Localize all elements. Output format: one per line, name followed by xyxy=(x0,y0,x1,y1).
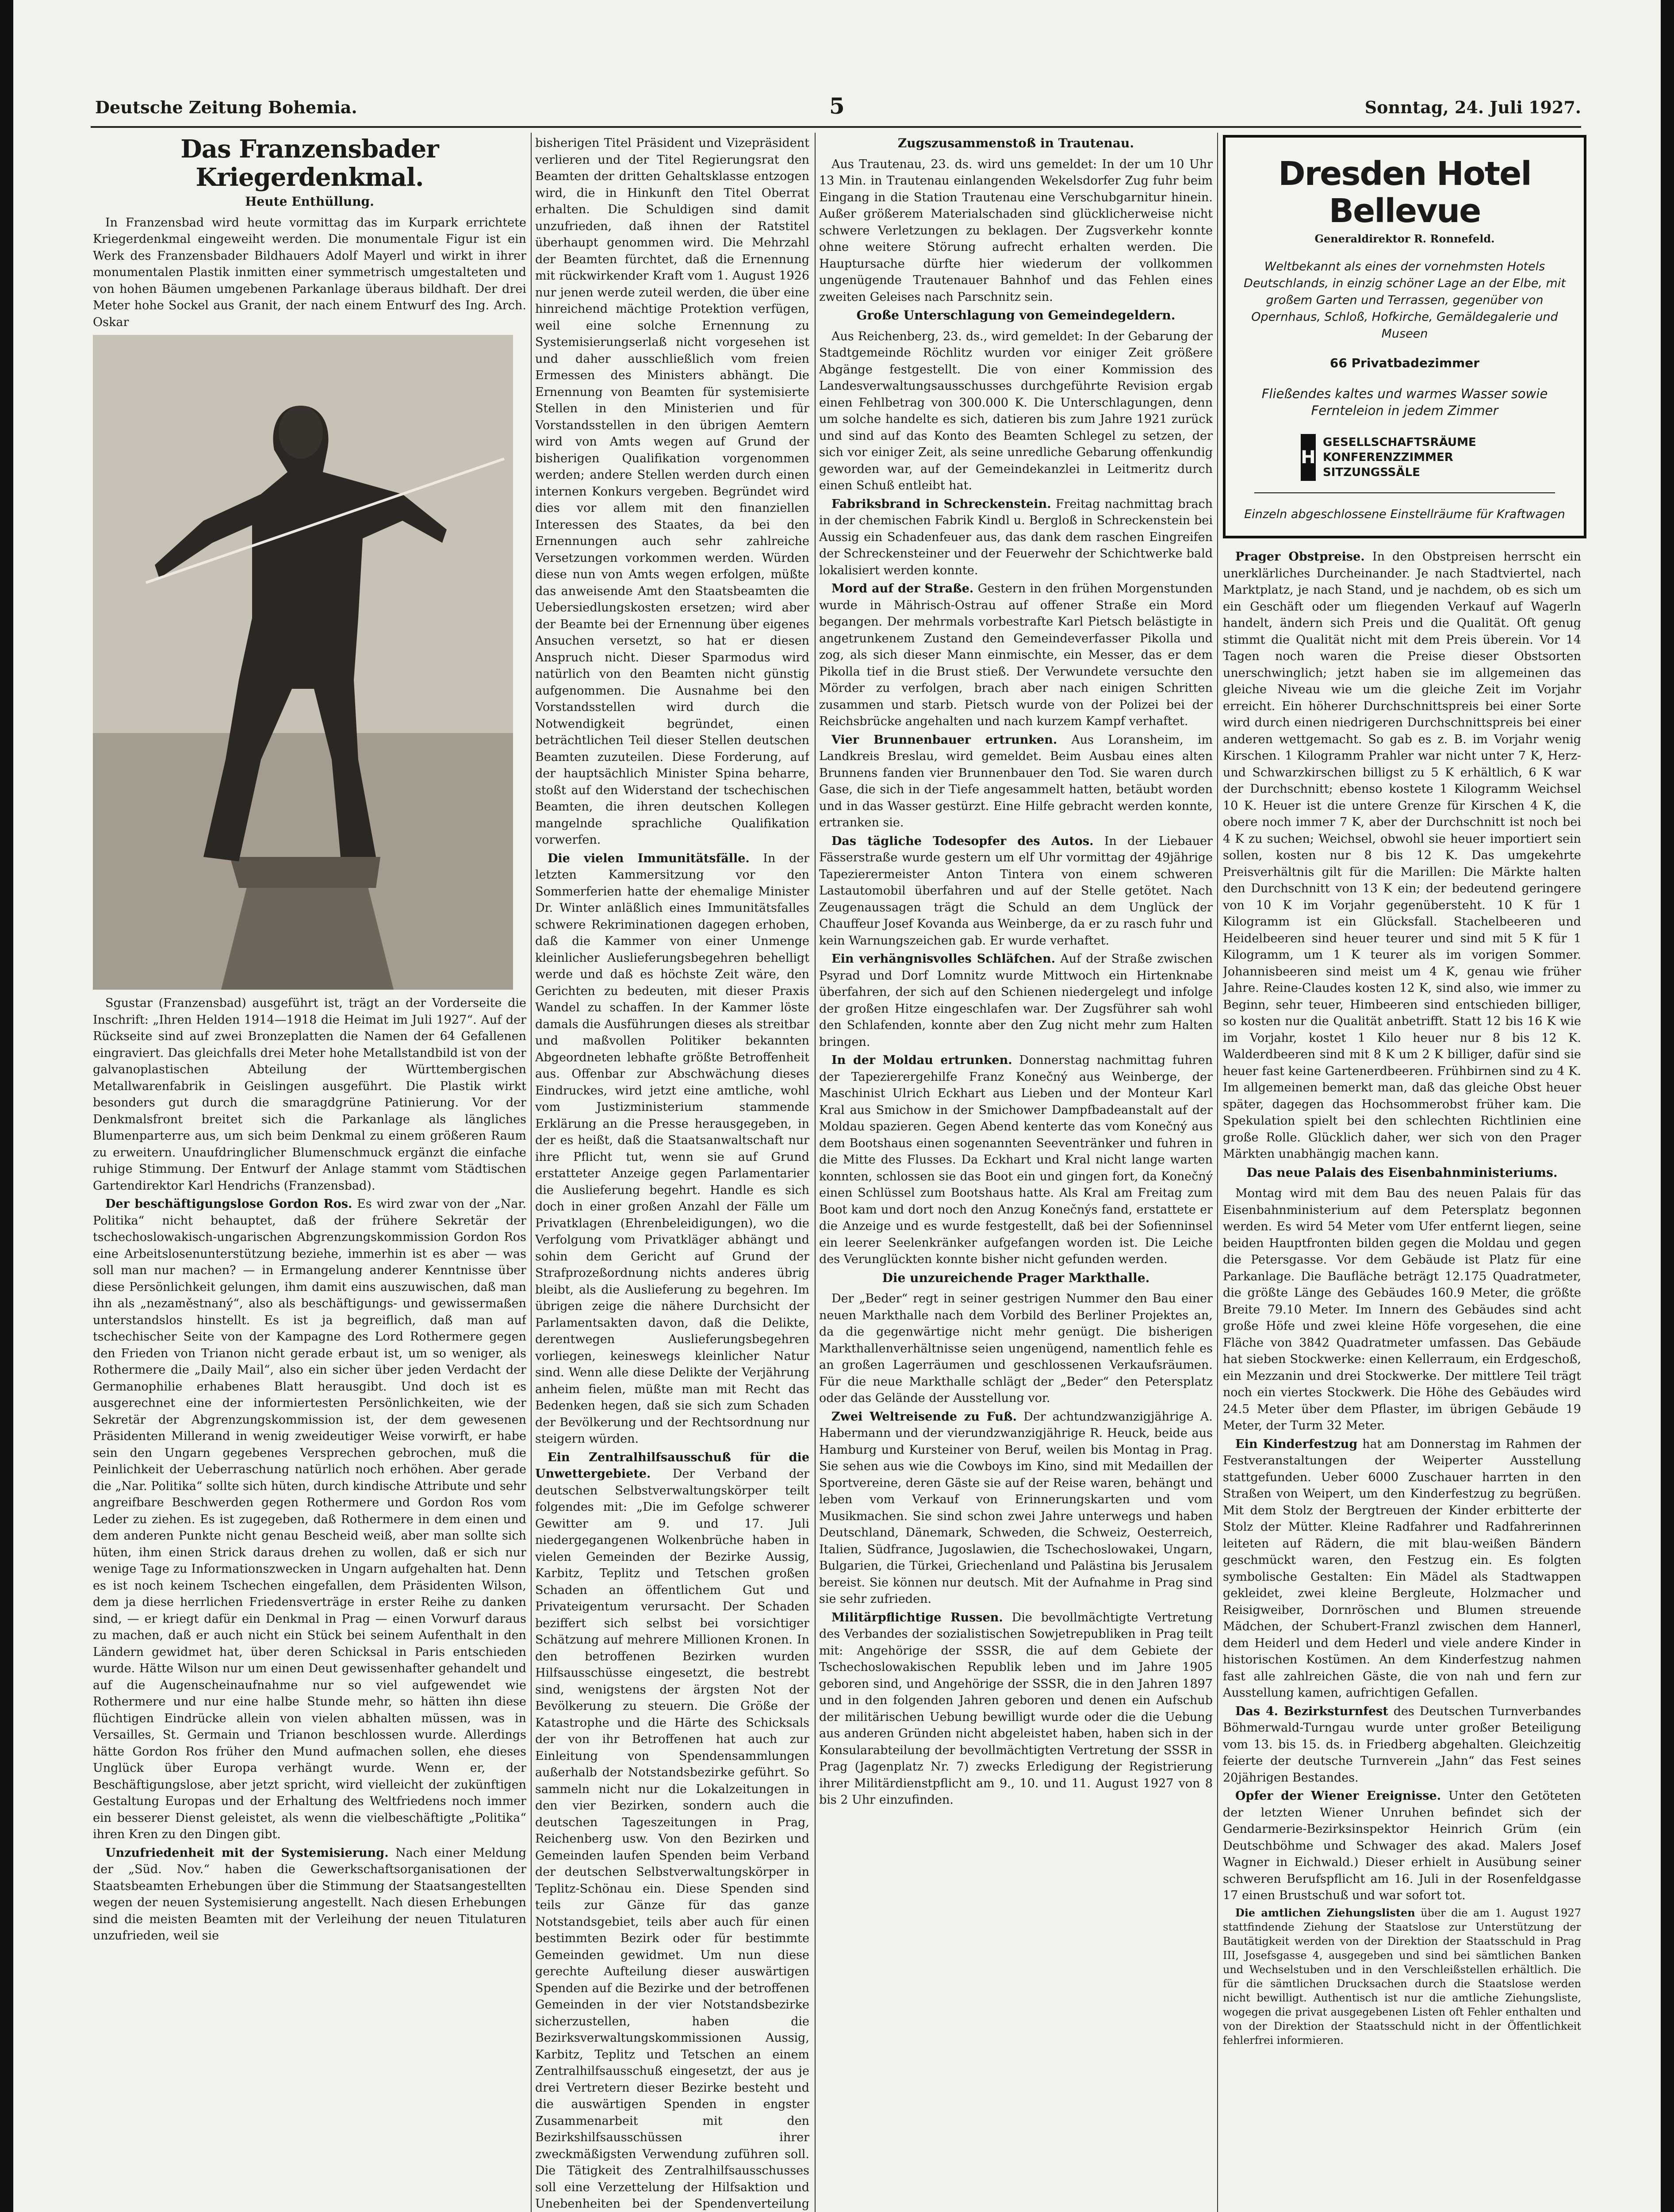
rooms-line: KONFERENZZIMMER xyxy=(1323,451,1453,464)
schlaefchen-text: Auf der Straße zwischen Psyrad und Dorf Lomnitz wurde Mittwoch ein Hirtenknabe überfahren, der sich auf den Schienen niedergelegt und infolge der großen Hitze eingeschlafen war. Der Zugsführer sah wohl den Schlafenden, konnte aber den Zug nicht mehr zum Halten bringen. xyxy=(819,952,1213,1049)
column-3 xyxy=(819,135,1213,2212)
article-subtitle: Heute Enthüllung. xyxy=(245,194,374,209)
hotel-director: Generaldirektor R. Ronnefeld. xyxy=(1314,232,1495,245)
paper-name: Deutsche Zeitung Bohemia. xyxy=(95,97,357,117)
hotel-rooms-list xyxy=(1301,434,1584,481)
palais-text: Montag wird mit dem Bau des neuen Palais für das Eisenbahnministerium auf dem Petersplatz begonnen werden. Es wird 54 Meter vom Ufer entfernt liegen, seine beiden Hauptfronten bilden gegen die Moldau und gegen die Petersgasse. Vor dem Gebäude ist Platz für eine Parkanlage. Die Baufläche beträgt 12.175 Quadratmeter, die größte Länge des Gebäudes 160.9 Meter, die größte Breite 79.10 Meter. Im Innern des Gebäudes sind acht große Höfe und zwei kleine Höfe vorgesehen, die eine Fläche von 3842 Quadratmeter umfassen. Das Gebäude hat sieben Stockwerke: einen Kellerraum, ein Erdgeschoß, ein Mezzanin und drei Stockwerke. Der mittlere Teil trägt noch ein viertes Stockwerk. Die Höhe des Gebäudes wird 24.5 Meter über dem Pflaster, im übrigen Gebäude 19 Meter, der Turm 32 Meter. xyxy=(1223,1187,1581,1432)
kinderfestzug-heading: Ein Kinderfestzug xyxy=(1235,1437,1358,1451)
systemisierung-continued: bisherigen Titel Präsident und Vizepräsident verlieren und der Titel Regierungsrat den Beamten der dritten Gehaltsklasse entzogen wird, die in Hinkunft den Titel Oberrat erhalten. Die Schuldigen sind damit unzufrieden, daß ihnen der Ratstitel überhaupt genommen wird. Die Mehrzahl der Beamten fürchtet, daß die Ernennung mit rückwirkender Kraft vom 1. August 1926 nur jenen werde zuteil werden, die über eine hinreichend mächtige Protektion verfügen, weil eine solche Ernennung zu Systemisierungserlaß nicht vorgesehen ist und daher ausschließlich vom freien Ermessen des Ministers abhängt. Die Ernennung von Beamten für systemisierte Stellen in den Ministerien und für Vorstandsstellen in den übrigen Aemtern wird von Amts wegen auf Grund der bisherigen Qualifikation vorgenommen werden; andere Stellen werden durch einen internen Konkurs vergeben. Begründet wird dies vor allem mit den finanziellen Interessen des Staates, da bei den Ernennungen auch sehr zahlreiche Versetzungen vorkommen werden. Würden diese nun von Amts wegen erfolgen, müßte das anweisende Amt den Staatsbeamten die Uebersiedlungskosten ersetzen; wird aber der Beamte bei der Ernennung über eigenes Ansuchen versetzt, so hat er diesen Anspruch nicht. Dieser Sparmodus wird natürlich von den Beamten nicht günstig aufgenommen. Die Ausnahme bei den Vorstandsstellen wird durch die Notwendigkeit begründet, einen beträchtlichen Teil dieser Stellen deutschen Beamten zuzuteilen. Diese Forderung, auf der hauptsächlich Minister Spina beharre, stoßt auf den Widerstand der tschechischen Beamten, die ihren deutschen Kollegen mangelnde sprachliche Qualifikation vorwerfen. xyxy=(535,136,809,847)
russen-text: Die bevollmächtigte Vertretung des Verbandes der sozialistischen Sowjetrepubliken in Prag teilt mit: Angehörige der SSSR, die auf dem Gebiete der Tschechoslowakischen Republik leben und im Jahre 1905 geboren sind, und Angehörige der SSSR, die in den Jahren 1897 und in den folgenden Jahren geboren und denen ein Aufschub der militärischen Uebung bewilligt wurde oder die die Uebung aus anderen Gründen nicht abgeleistet haben, haben sich in der Konsularabteilung der bevollmächtigten Vertretung der SSSR in Prag (Jagenplatz Nr. 7) zwecks Erledigung der Registrierung ihrer Militärdienstpflicht am 9., 10. und 11. August 1927 von 8 bis 2 Uhr einzufinden. xyxy=(819,1610,1213,1807)
hotel-advertisement xyxy=(1223,135,1586,538)
statue-figure-image xyxy=(93,335,513,990)
hotel-name: Dresden Hotel Bellevue xyxy=(1278,155,1531,230)
moldau-text: Donnerstag nachmittag fuhren der Tapezierergehilfe Franz Konečný aus Weinberge, der Maschinist Ulrich Eckhart aus Lieben und der Monteur Karl Kral aus Smichow in der Smichower Dampfbadeanstalt auf der Moldau spazieren. Gegen Abend kenterte das vom Konečný aus dem Bootshaus einen sogenannten Seeventränker und fuhren in die Mitte des Flusses. Da Eckhart und Kral nicht lange warten konnten, schlossen sie das Boot ein und gingen fort, da Konečný einen Schlüssel zum Bootshaus hatte. Als Kral am Freitag zum Boot kam und dort noch den Anzug Konečnýs fand, erstattete er die Anzeige und es wurde festgestellt, daß bei der Sofienninsel ein leerer Seelenkränker aufgefangen worden ist. Die Leiche des Verunglückten konnte bisher nicht gefunden werden. xyxy=(819,1053,1213,1266)
systemisierung-heading: Unzufriedenheit mit der Systemisierung. xyxy=(105,1846,389,1860)
hotel-h-icon: H xyxy=(1301,434,1316,481)
weltreisende-heading: Zwei Weltreisende zu Fuß. xyxy=(831,1409,1017,1424)
header-rule xyxy=(91,126,1581,128)
column-4 xyxy=(1223,549,1581,2212)
obstpreise-text: In den Obstpreisen herrscht ein unerklärliches Durcheinander. Je nach Stadtviertel, nach Marktplatz, je nach Stand, und je nachdem, ob es sich um ein Geschäft oder um fliegenden Verkauf auf Wagerln handelt, ändern sich Preis und die Qualität. Oft genug stimmt die Qualität nicht mit dem Preis überein. Vor 14 Tagen noch waren die Preise dieser Obstsorten unerschwinglich; jetzt haben sie im allgemeinen das gleiche Niveau wie um die gleiche Zeit im Vorjahr erreicht. Ein höherer Durchschnittspreis bei einer Sorte wird durch einen niedrigeren Durchschnittspreis bei einer anderen wettgemacht. So gab es z. B. im Vorjahr wenig Kirschen. 1 Kilogramm Prahler war nicht unter 7 K, Herz- und Schwarzkirschen billigst zu 5 K erhältlich, 6 K war der Durchschnitt; ebenso kostete 1 Kilogramm Weichsel 10 K. Heuer ist die untere Grenze für Kirschen 4 K, die obere noch immer 7 K, aber der Durchschnitt ist noch bei 4 K zu suchen; Weichsel, obwohl sie heuer importiert sein sollen, kosten nur 8 bis 12 K. Das umgekehrte Preisverhältnis gilt für die Marillen: Die Märkte halten den Durchschnitt von 13 K ein; der bedeutend geringere von 10 K im Vorjahr gegenübersteht. 10 K für 1 Kilogramm ist ein Glücksfall. Stachelbeeren und Heidelbeeren sind heuer teurer und sind mit 5 K für 1 Kilogramm, um 1 K teurer als im vorigen Sommer. Johannisbeeren sind meist um 4 K, genau wie früher Jahre. Reine-Claudes kosten 12 K, sind also, wie immer zu Beginn, sehr teuer, Himbeeren sind entschieden billiger, so kosten nur die Qualität anbetrifft. Statt 12 bis 16 K wie im Vorjahr, kostet 1 Kilo heuer nur 8 bis 12 K. Walderdbeeren sind mit 8 K um 2 K billiger, dafür sind sie heuer fast keine Gartenerdbeeren. Frühbirnen sind zu 4 K. Im allgemeinen bemerkt man, daß das gleiche Obst heuer später, dagegen das Hochsommerobst früher kam. Die Spekulation spielt bei den schlechten Richtlinien eine große Rolle. Glücklich daher, wer sich von den Prager Märkten unabhängig machen kann. xyxy=(1223,550,1581,1161)
brunnen-text: Aus Loransheim, im Landkreis Breslau, wird gemeldet. Beim Ausbau eines alten Brunnens fanden vier Brunnenbauer den Tod. Sie waren durch Gase, die sich in der Tiefe angesammelt hatten, betäubt worden und in das Wasser gestürzt. Eine Hilfe gebracht werden konnte, ertranken sie. xyxy=(819,733,1213,830)
rooms-line: SITZUNGSSÄLE xyxy=(1323,466,1420,479)
kinderfestzug-text: hat am Donnerstag im Rahmen der Festveranstaltungen der Weiperter Ausstellung stattgefunden. Ueber 6000 Zuschauer harrten in den Straßen von Weipert, um den Kinderfestzug zu begrüßen. Mit dem Stolz der Bergtreuen der Kinder erbitterte der Stolz der Mütter. Kleine Radfahrer und Radfahrerinnen leiteten auf Rädern, die mit blau-weißen Bändern geschmückt waren, den Festzug ein. Es folgten symbolische Gestalten: Ein Mädel als Stadtwappen gekleidet, zwei kleine Bergleute, Holzmacher und Reisigweiber, Dornröschen und Blumen streuende Mädchen, der Schubert-Franzl zwischen dem Hannerl, dem Heiderl und dem Hederl und viele andere Kinder in historischen Kostümen. An dem Kinderfestzug nahmen fast alle zahlreichen Gäste, die von nah und fern zur Ausstellung kamen, aufrichtigen Gefallen. xyxy=(1223,1437,1581,1700)
issue-date: Sonntag, 24. Juli 1927. xyxy=(1364,97,1581,117)
todesopfer-text: In der Liebauer Fässerstraße wurde gestern um elf Uhr vormittag der 49jährige Tapezierermeister Anton Tintera von einem schweren Lastautomobil überfahren und auf der Stelle getötet. Nach Zeugenaussagen trägt die Schuld an dem Unglück der Chauffeur Josef Kovanda aus Weinberge, da er zu rasch fuhr und kein Warnungszeichen gab. Er wurde verhaftet. xyxy=(819,834,1213,948)
fabriksbrand-text: Freitag nachmittag brach in der chemischen Fabrik Kindl u. Bergloß in Schreckenstein bei Aussig ein Schadenfeuer aus, das dank dem raschen Eingreifen der Schreckensteiner und der Feuerwehr der Schichtwerke bald lokalisiert werden konnte. xyxy=(819,497,1213,577)
ziehung-text: über die am 1. August 1927 stattfindende Ziehung der Staatslose zur Unterstützung der Bautätigkeit werden von der Direktion der Staatsschuld in Prag III, Josefsgasse 4, ausgegeben und sind bei sämtlichen Banken und Wechselstuben und in den Verschleißstellen erhältlich. Die für die sämtlichen Drucksachen durch die Staatslose werden nicht bewilligt. Authentisch ist nur die amtliche Ziehungsliste, wogegen die privat ausgegebenen Listen oft Fehler enthalten und von der Direktion der Staatsschuld nicht in der Öffentlichkeit fehlerfrei informieren. xyxy=(1223,1906,1581,2047)
obstpreise-heading: Prager Obstpreise. xyxy=(1235,550,1365,564)
scan-edge-left xyxy=(0,0,13,2212)
rooms-line: GESELLSCHAFTSRÄUME xyxy=(1323,436,1476,449)
zentralhilfs-heading: Ein Zentralhilfsausschuß für die Unwettergebiete. xyxy=(535,1450,809,1481)
hotel-water: Fließendes kaltes und warmes Wasser sowie Fernteleion in jedem Zimmer xyxy=(1261,386,1548,418)
fabriksbrand-heading: Fabriksbrand in Schreckenstein. xyxy=(831,497,1051,511)
zug-heading: Zugszusammenstoß in Trautenau. xyxy=(897,136,1134,150)
opfer-heading: Opfer der Wiener Ereignisse. xyxy=(1235,1789,1441,1803)
markthalle-text: Der „Beder“ regt in seiner gestrigen Nummer den Bau einer neuen Markthalle nach dem Vorbild des Berliner Projektes an, da die gegenwärtige nicht mehr genügt. Die bisherigen Markthallenverhältnisse seien ungenügend, namentlich fehle es an großen Lagerräumen und geschlossenen Verkaufsräumen. Für die neue Markthalle schlägt der „Beder“ den Petersplatz oder das Gelände der Ausstellung vor. xyxy=(819,1292,1213,1405)
column-2 xyxy=(535,135,809,2212)
ad-divider xyxy=(1254,492,1555,493)
opfer-text: Unter den Getöteten der letzten Wiener Unruhen befindet sich der Gendarmerie-Bezirksinspektor Heinrich Grüm (ein Deutschböhme und Schwager des akad. Malers Josef Wagner in Eichwald.) Dieser erhielt in Ausübung seiner schweren Berufspflicht am 16. Juli in der Rosenfeldgasse 17 einen Brustschuß und war sofort tot. xyxy=(1223,1789,1581,1902)
turnfest-text: des Deutschen Turnverbandes Böhmerwald-Turngau wurde unter großer Beteiligung vom 13. bis 15. ds. in Friedberg abgehalten. Gleichzeitig feierte der deutsche Turnverein „Jahn“ das Fest seines 20jährigen Bestandes. xyxy=(1223,1704,1581,1785)
hotel-description: Weltbekannt als eines der vornehmsten Hotels Deutschlands, in einzig schöner Lage an der Elbe, mit großem Garten und Terrassen, gegenüber von Opernhaus, Schloß, Hofkirche, Gemäldegalerie und Museen xyxy=(1244,260,1566,341)
turnfest-heading: Das 4. Bezirksturnfest xyxy=(1235,1704,1388,1718)
weltreisende-text: Der achtundzwanzigjährige A. Habermann und der vierundzwanzigjährige R. Heuck, beide aus Hamburg und Kursteiner von Beruf, weilen bis Montag in Prag. Sie sehen aus wie die Cowboys im Kino, sind mit Medaillen der Sportvereine, deren Gäste sie auf der Reise waren, behängt und leben vom Verkauf von Erinnerungskarten und vom Musikmachen. Sie sind schon zwei Jahre unterwegs und haben Deutschland, Dänemark, Schweden, die Schweiz, Oesterreich, Italien, Südfrance, Jugoslawien, die Tschechoslowakei, Ungarn, Bulgarien, die Türkei, Griechenland und Palästina bis Jerusalem bereist. Sie können nur deutsch. Mit der Aufnahme in Prag sind sie sehr zufrieden. xyxy=(819,1409,1213,1606)
gordon-heading: Der beschäftigungslose Gordon Ros. xyxy=(105,1197,352,1211)
zug-text: Aus Trautenau, 23. ds. wird uns gemeldet: In der um 10 Uhr 13 Min. in Trautenau einlangenden Wekelsdorfer Zug fuhr beim Eingang in die Station Trautenau eine Verschubgarnitur hinein. Außer größerem Materialschaden sind glücklicherweise nicht schwere Verletzungen zu beklagen. Der Zugsverkehr konnte ohne weitere Störung aufrecht erhalten werden. Die Hauptursache dürfte hier wiederum der vollkommen ungenügende Trautenauer Bahnhof und das Fehlen eines zweiten Geleises nach Parschnitz sein. xyxy=(819,157,1213,304)
memorial-photo xyxy=(93,335,513,990)
page-header xyxy=(95,93,1581,124)
page-number: 5 xyxy=(829,93,845,119)
mord-text: Gestern in den frühen Morgenstunden wurde in Mährisch-Ostrau auf offener Straße ein Mord begangen. Der mehrmals vorbestrafte Karl Pietsch belästigte in angetrunkenem Zustand den Gemeindeverfasser Pikolla und zog, als sich dieser Mann einmischte, ein Messer, das er dem Pikolla tief in die Brust stieß. Der Verwundete versuchte den Mörder zu verfolgen, brach aber nach einigen Schritten zusammen und starb. Pietsch wurde von der Polizei bei der Reichsbrücke angehalten und nach kurzem Kampf verhaftet. xyxy=(819,582,1213,728)
palais-heading: Das neue Palais des Eisenbahnministeriums. xyxy=(1246,1165,1558,1180)
todesopfer-heading: Das tägliche Todesopfer des Autos. xyxy=(831,834,1094,848)
ziehung-heading: Die amtlichen Ziehungslisten xyxy=(1235,1906,1415,1919)
hotel-rooms: 66 Privatbadezimmer xyxy=(1329,356,1480,370)
immunitaet-text: In der letzten Kammersitzung vor den Sommerferien hatte der ehemalige Minister Dr. Winter anläßlich eines Immunitätsfalles schwere Rekriminationen dagegen erhoben, daß die Kammer von einer Unmenge kleinlicher Auslieferungsbegehren behelligt werde und daß es höchste Zeit wäre, den Gerichten zu bedeuten, mit dieser Praxis Wandel zu schaffen. In der Kammer löste damals die Ausführungen dieses als streitbar und maßvollen Politiker bekannten Abgeordneten lebhafte größte Betroffenheit aus. Offenbar zur Abschwächung dieses Eindruckes, wird jetzt eine amtliche, wohl vom Justizministerium stammende Erklärung an die Presse herausgegeben, in der es heißt, daß die Staatsanwaltschaft nur ihre Pflicht tut, wenn sie auf Grund erstatteter Anzeige gegen Parlamentarier die Auslieferung begehrt. Handle es sich doch in einer großen Anzahl der Fälle um Privatklagen (Ehrenbeleidigungen), wo die Verfolgung vom Privatkläger abhängt und sohin dem Gericht auf Grund der Strafprozeßordnung nichts anderes übrig bleibt, als die Auslieferung zu begehren. Im übrigen zeige die nähere Durchsicht der Parlamentsakten davon, daß die Delikte, derentwegen Auslieferungsbegehren vorliegen, keineswegs kleinlicher Natur sind. Wenn alle diese Delikte der Verjährung anheim fielen, müßte man mit Recht das Bedenken hegen, daß sie sich zum Schaden der Bevölkerung und der Rechtsordnung nur steigern würden. xyxy=(535,851,809,1446)
column-1 xyxy=(93,135,526,2212)
unterschlagung-heading: Große Unterschlagung von Gemeindegeldern. xyxy=(856,308,1176,323)
article-intro: In Franzensbad wird heute vormittag das im Kurpark errichtete Kriegerdenkmal eingeweiht werden. Die monumentale Figur ist ein Werk des Franzensbader Bildhauers Adolf Mayerl und wirkt in ihrer monumentalen Plastik inmitten einer symmetrisch umgestalteten und von hohen Bäumen umgebenen Parkanlage überaus bildhaft. Der drei Meter hohe Sockel aus Granit, der nach einem Entwurf des Ing. Arch. Oskar xyxy=(93,215,526,329)
immunitaet-heading: Die vielen Immunitätsfälle. xyxy=(548,851,750,865)
zentralhilfs-text: Der Verband der deutschen Selbstverwaltungskörper teilt folgendes mit: „Die im Gefolge schwerer Gewitter am 9. und 17. Juli niedergegangenen Wolkenbrüche haben in vielen Gemeinden der Bezirke Aussig, Karbitz, Teplitz und Tetschen großen Schaden an öffentlichem Gut und Privateigentum verursacht. Der Schaden beziffert sich selbst bei vorsichtiger Schätzung auf mehrere Millionen Kronen. In den betroffenen Bezirken wurden Hilfsausschüsse eingesetzt, die bestrebt sind, wenigstens der ärgsten Not der Bevölkerung zu steuern. Die Größe der Katastrophe und die Härte des Schicksals der von ihr Betroffenen hat auch zur Einleitung von Spendensammlungen außerhalb der Notstandsbezirke geführt. So sammeln nicht nur die Lokalzeitungen in den vier Bezirken, sondern auch die deutschen Tageszeitungen in Prag, Reichenberg usw. Von den Bezirken und Gemeinden laufen Spenden beim Verband der deutschen Selbstverwaltungskörper in Teplitz-Schönau ein. Diese Spenden sind teils zur Gänze für das ganze Notstandsgebiet, teils aber auch für einen bestimmten Bezirk oder für bestimmte Gemeinden gewidmet. Um nun diese gerechte Aufteilung dieser auswärtigen Spenden auf die Bezirke und der betroffenen Gemeinden in der vier Notstandsbezirke sicherzustellen, haben die Bezirksverwaltungskommissionen Aussig, Karbitz, Teplitz und Tetschen an einem Zentralhilfsausschuß eingesetzt, der aus je drei Vertretern dieser Bezirke besteht und die auswärtigen Spenden in engster Zusammenarbeit mit den Bezirkshilfsausschüssen ihrer zweckmäßigsten Verwendung zuführen soll. Die Tätigkeit des Zentralhilfsausschusses soll eine Verzettelung der Hilfsaktion und Unebenheiten bei der Spendenverteilung xyxy=(535,1467,809,2211)
russen-heading: Militärpflichtige Russen. xyxy=(831,1610,1003,1624)
hotel-garage: Einzeln abgeschlossene Einstellräume für Kraftwagen xyxy=(1244,507,1565,521)
markthalle-heading: Die unzureichende Prager Markthalle. xyxy=(882,1270,1150,1285)
scan-edge-right xyxy=(1661,0,1674,2212)
schlaefchen-heading: Ein verhängnisvolles Schläfchen. xyxy=(831,952,1056,966)
article-body: Sgustar (Franzensbad) ausgeführt ist, trägt an der Vorderseite die Inschrift: „Ihren Helden 1914—1918 die Heimat im Juli 1927“. Auf der Rückseite sind auf zwei Bronzeplatten die Namen der 64 Gefallenen eingraviert. Das gleichfalls drei Meter hohe Metallstandbild ist von der galvanoplastischen Abteilung der Württembergischen Metallwarenfabrik in Geislingen ausgeführt. Die Plastik wirkt besonders gut durch die smaragdgrüne Patinierung. Vor der Denkmalsfront breitet sich die Parkanlage als längliches Blumenparterre aus, um sich beim Denkmal zu einem größeren Raum zu erweitern. Unaufdringlicher Blumenschmuck ergänzt die einfache ruhige Stimmung. Der Entwurf der Anlage stammt vom Städtischen Gartendirektor Karl Hendrichs (Franzensbad). xyxy=(93,996,526,1193)
article-title: Das Franzensbader Kriegerdenkmal. xyxy=(180,135,439,192)
column-rule xyxy=(1217,133,1218,2212)
column-rule xyxy=(531,133,532,2212)
mord-heading: Mord auf der Straße. xyxy=(831,582,974,595)
unterschlagung-text: Aus Reichenberg, 23. ds., wird gemeldet: In der Gebarung der Stadtgemeinde Röchlitz wurden vor einiger Zeit größere Abgänge festgestellt. Die von einer Kommission des Landesverwaltungsausschusses durchgeführte Revision ergab einen Fehlbetrag von 300.000 K. Die Unterschlagungen, denn um solche handelte es sich, datieren bis zum Jahre 1921 zurück und sind auf das Konto des Beamten Schlegel zu setzen, der sich vor einiger Zeit, als seine unredliche Gebarung offenkundig geworden war, auf der Gemeindekanzlei in Leitmeritz durch einen Schuß entleibt hat. xyxy=(819,329,1213,492)
moldau-heading: In der Moldau ertrunken. xyxy=(831,1053,1012,1067)
column-rule xyxy=(815,133,816,2212)
brunnen-heading: Vier Brunnenbauer ertrunken. xyxy=(831,733,1057,747)
gordon-text: Es wird zwar von der „Nar. Politika“ nicht behauptet, daß der frühere Sekretär der tschechoslowakisch-ungarischen Abgrenzungskommission Gordon Ros eine Arbeitslosenunterstützung beziehe, immerhin ist es aber — was soll man nur machen? — in Ermangelung anderer Kenntnisse über diese Persönlichkeit gelungen, ihm damit eins auszuwischen, daß man ihn als „nezaměstnaný“, also als beschäftigungs- und gewissermaßen unterstandslos hinstellt. Es ist ja begreiflich, daß man auf tschechischer Seite von der Kampagne des Lord Rothermere gegen den Frieden von Trianon nicht gerade erbaut ist, um so weniger, als Rothermere die „Daily Mail“, also ein sicher über jeden Verdacht der Germanophilie erhabenes Blatt herausgibt. Und doch ist es ausgerechnet eine der informiertesten Persönlichkeiten, wie der Sekretär der Abgrenzungskommission ist, der dem gewesenen Präsidenten Millerand in wenig zweideutiger Weise vorwirft, er habe sein den Ungarn gegebenes Versprechen gebrochen, muß die Peinlichkeit der Ueberraschung natürlich noch erhöhen. Aber gerade die „Nar. Politika“ sollte sich hüten, durch kindische Attribute und sehr angreifbare Beschwerden gegen Rothermere und Gordon Ros vom Leder zu ziehen. Es ist zugegeben, daß Rothermere in dem einen und dem anderen Punkte nicht genau Bescheid weiß, aber man sollte sich hüten, ihm einen Strick daraus drehen zu wollen, daß er sich nur wenige Tage zu Informationszwecken in Ungarn aufgehalten hat. Denn es ist noch keinem Tschechen eingefallen, dem Präsidenten Wilson, dem ja diese herrlichen Friedensverträge in erster Reihe zu danken sind, — er kriegt dafür ein Denkmal in Prag — einen Vorwurf daraus zu machen, daß er auch nicht ein Stück bei seinem Aufenthalt in den Ländern gewidmet hat, über deren Schicksal in Paris entschieden wurde. Hätte Wilson nur um einen Deut gewissenhafter gehandelt und auf die Augenscheinaufnahme nur so viel aufgewendet wie Rothermere und nur eine halbe Stunde mehr, so hätten ihn diese flüchtigen Eindrücke allein von vielen abhalten müssen, was in Versailles, St. Germain und Trianon beschlossen wurde. Allerdings hätte Gordon Ros früher den Mund aufmachen sollen, ehe dieses Unglück über Europa verhängt wurde. Wenn er, der Beschäftigungslose, aber jetzt spricht, wird vielleicht der zukünftigen Gestaltung Europas und der Erhaltung des Weltfriedens noch immer ein besserer Dienst geleistet, als wenn die vielbeschäftigte „Politika“ ihren Kren zu den Dingen gibt. xyxy=(93,1197,526,1841)
systemisierung-text: Nach einer Meldung der „Süd. Nov.“ haben die Gewerkschaftsorganisationen der Staatsbeamten Erhebungen über die Stimmung der Staatsangestellten wegen der neuen Systemisierung angestellt. Nach diesen Erhebungen sind die meisten Beamten mit der Verleihung der neuen Titulaturen unzufrieden, weil sie xyxy=(93,1846,526,1943)
